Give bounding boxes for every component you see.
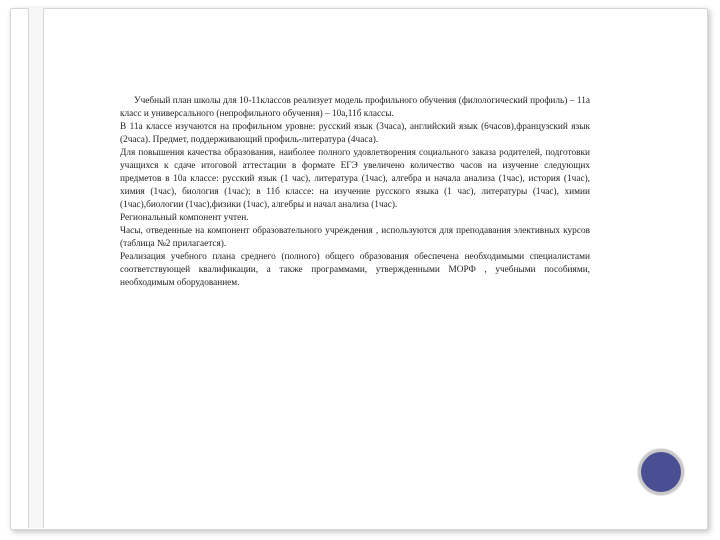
paragraph-extra-hours: Для повышения качества образования, наиболее полного удовлетворения социального заказа родителей, подготовки учащихся к сдаче итоговой аттестации в формате ЕГЭ увеличено количество часов на изучение следующих предметов в 10а классе: русский язык (1 час), литература (1час), алгебра и начала анализа (1час), история (1час), химия (1час), биология (1час); в 11б классе: на изучение русского языка (1 час), литературы (1час), химии (1час),биологии (1час),физики (1час), алгебры и начал анализа (1час). [120,148,590,210]
paragraph-profile-subjects: В 11а классе изучаются на профильном уровне: русский язык (3часа), английский язык (6часов),французский язык (2часа). Предмет, поддерживающий профиль-литература (4часа). [120,122,590,145]
paragraph-elective-courses: Часы, отведенные на компонент образовательного учреждения , используются для преподавания элективных курсов (таблица №2 прилагается). [120,226,590,249]
paragraph-regional-component: Региональный компонент учтен. [120,213,249,223]
left-decorative-bar [28,8,44,528]
paragraph-curriculum-model: Учебный план школы для 10-11классов реализует модель профильного обучения (филологический профиль) – 11а класс и универсального (непрофильного обучения) – 10а,11б классы. [120,96,590,119]
decorative-circle [638,449,684,495]
document-text-block [120,95,590,290]
paragraph-implementation: Реализация учебного плана среднего (полного) общего образования обеспечена необходимыми специалистами соответствующей квалификации, а также программами, утвержденными МОРФ , учебными пособиями, необходимым оборудованием. [120,252,590,288]
